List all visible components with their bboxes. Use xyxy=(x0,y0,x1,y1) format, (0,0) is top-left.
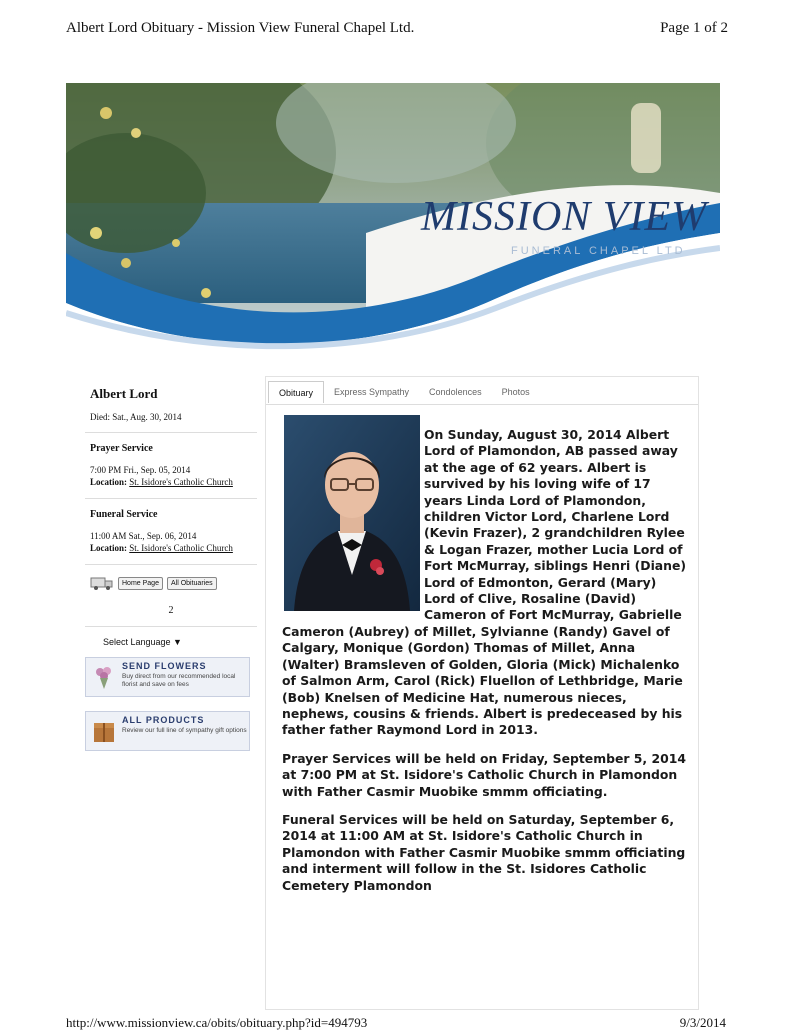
tab-divider xyxy=(266,404,698,405)
location-label: Location: xyxy=(90,543,127,553)
all-products-promo[interactable] xyxy=(85,711,250,751)
promo-title: SEND FLOWERS xyxy=(122,661,207,671)
funeral-service-time: 11:00 AM Sat., Sep. 06, 2014 xyxy=(90,531,197,541)
prayer-service-paragraph: Prayer Services will be held on Friday, September 5, 2014 at 7:00 PM at St. Isidore's Catholic Church in Plamondon with Father Casmir Muobike smmm officiating. xyxy=(282,750,686,799)
obituary-text xyxy=(282,427,688,906)
divider xyxy=(85,432,257,433)
deceased-name: Albert Lord xyxy=(90,386,158,401)
divider xyxy=(85,564,257,565)
obituary-paragraph: On Sunday, August 30, 2014 Albert Lord of Plamondon, AB passed away at the age of 62 years. Albert is survived by his loving wife of 17 years Linda Lord of Plamondon, children Victor Lord, Charlene Lord (Kevin Frazer), 2 grandchildren Rylee & Logan Frazer, mother Lucia Lord of Fort McMurray, siblings Henri (Diane) Lord of Edmonton, Gerard (Mary) Lord of Clive, Rosaline (David) Cameron of Fort McMurray, Gabrielle Cameron (Aubrey) of Millet, Sylvianne (Randy) Gavel of Calgary, Monique (Gordon) Thomas of Millet, Anna (Walter) Bramsleven of Golden, Gloria (Mick) Michalenko of Salmon Arm, Carol (Rick) Fluellon of Lethbridge, Marie (Bob) Knelsen of Medicine Hat, numerous nieces, nephews, cousins & friends. Albert is predeceased by his father father Raymond Lord in 2013. xyxy=(282,427,687,738)
divider xyxy=(85,498,257,499)
tab-photos[interactable]: Photos xyxy=(501,387,530,397)
promo-text: Review our full line of sympathy gift options xyxy=(122,727,247,734)
promo-text: Buy direct from our recommended local florist and save on fees xyxy=(122,673,236,688)
obituary-panel xyxy=(265,376,699,1010)
flower-bouquet-icon xyxy=(92,664,116,690)
page-url: http://www.missionview.ca/obits/obituary.php?id=494793 xyxy=(66,1015,368,1030)
promo-title: ALL PRODUCTS xyxy=(122,715,205,725)
location-label: Location: xyxy=(90,477,127,487)
sidebar xyxy=(85,378,257,765)
site-banner[interactable] xyxy=(66,83,720,353)
funeral-location-link[interactable]: St. Isidore's Catholic Church xyxy=(129,543,233,553)
divider xyxy=(85,626,257,627)
prayer-service-heading: Prayer Service xyxy=(90,443,153,454)
truck-icon xyxy=(90,575,114,591)
funeral-service-heading: Funeral Service xyxy=(90,509,158,520)
logo-subtitle: FUNERAL CHAPEL LTD xyxy=(511,245,686,257)
tab-express-sympathy[interactable]: Express Sympathy xyxy=(334,387,410,397)
language-select[interactable]: Select Language ▼ xyxy=(103,637,182,647)
date-of-death: Died: Sat., Aug. 30, 2014 xyxy=(90,412,182,422)
gift-box-icon xyxy=(92,718,116,744)
page-count: 2 xyxy=(168,605,174,616)
tab-bar xyxy=(268,381,540,403)
prayer-service-location xyxy=(90,476,257,488)
print-page-number: Page 1 of 2 xyxy=(660,20,728,36)
prayer-service-time: 7:00 PM Fri., Sep. 05, 2014 xyxy=(90,465,191,475)
tab-condolences[interactable]: Condolences xyxy=(429,387,482,397)
print-header xyxy=(66,20,728,44)
funeral-service-paragraph: Funeral Services will be held on Saturday, September 6, 2014 at 11:00 AM at St. Isidore's Catholic Church in Plamondon with Father Casmir Muobike smmm officiating and interment will follow in the St. Isidores Catholic Cemetery Plamondon xyxy=(282,811,686,893)
print-date: 9/3/2014 xyxy=(679,1015,726,1030)
tab-obituary[interactable]: Obituary xyxy=(268,381,324,403)
all-obituaries-button[interactable]: All Obituaries xyxy=(167,577,217,590)
print-title: Albert Lord Obituary - Mission View Funeral Chapel Ltd. xyxy=(66,20,415,36)
prayer-location-link[interactable]: St. Isidore's Catholic Church xyxy=(129,477,233,487)
send-flowers-promo[interactable] xyxy=(85,657,250,697)
site-logo[interactable] xyxy=(421,193,720,273)
home-page-button[interactable]: Home Page xyxy=(118,577,163,590)
logo-text: MISSION VIEW xyxy=(421,194,708,240)
funeral-service-location xyxy=(90,542,257,554)
nav-buttons xyxy=(90,575,257,591)
photo-spacer xyxy=(282,427,424,611)
